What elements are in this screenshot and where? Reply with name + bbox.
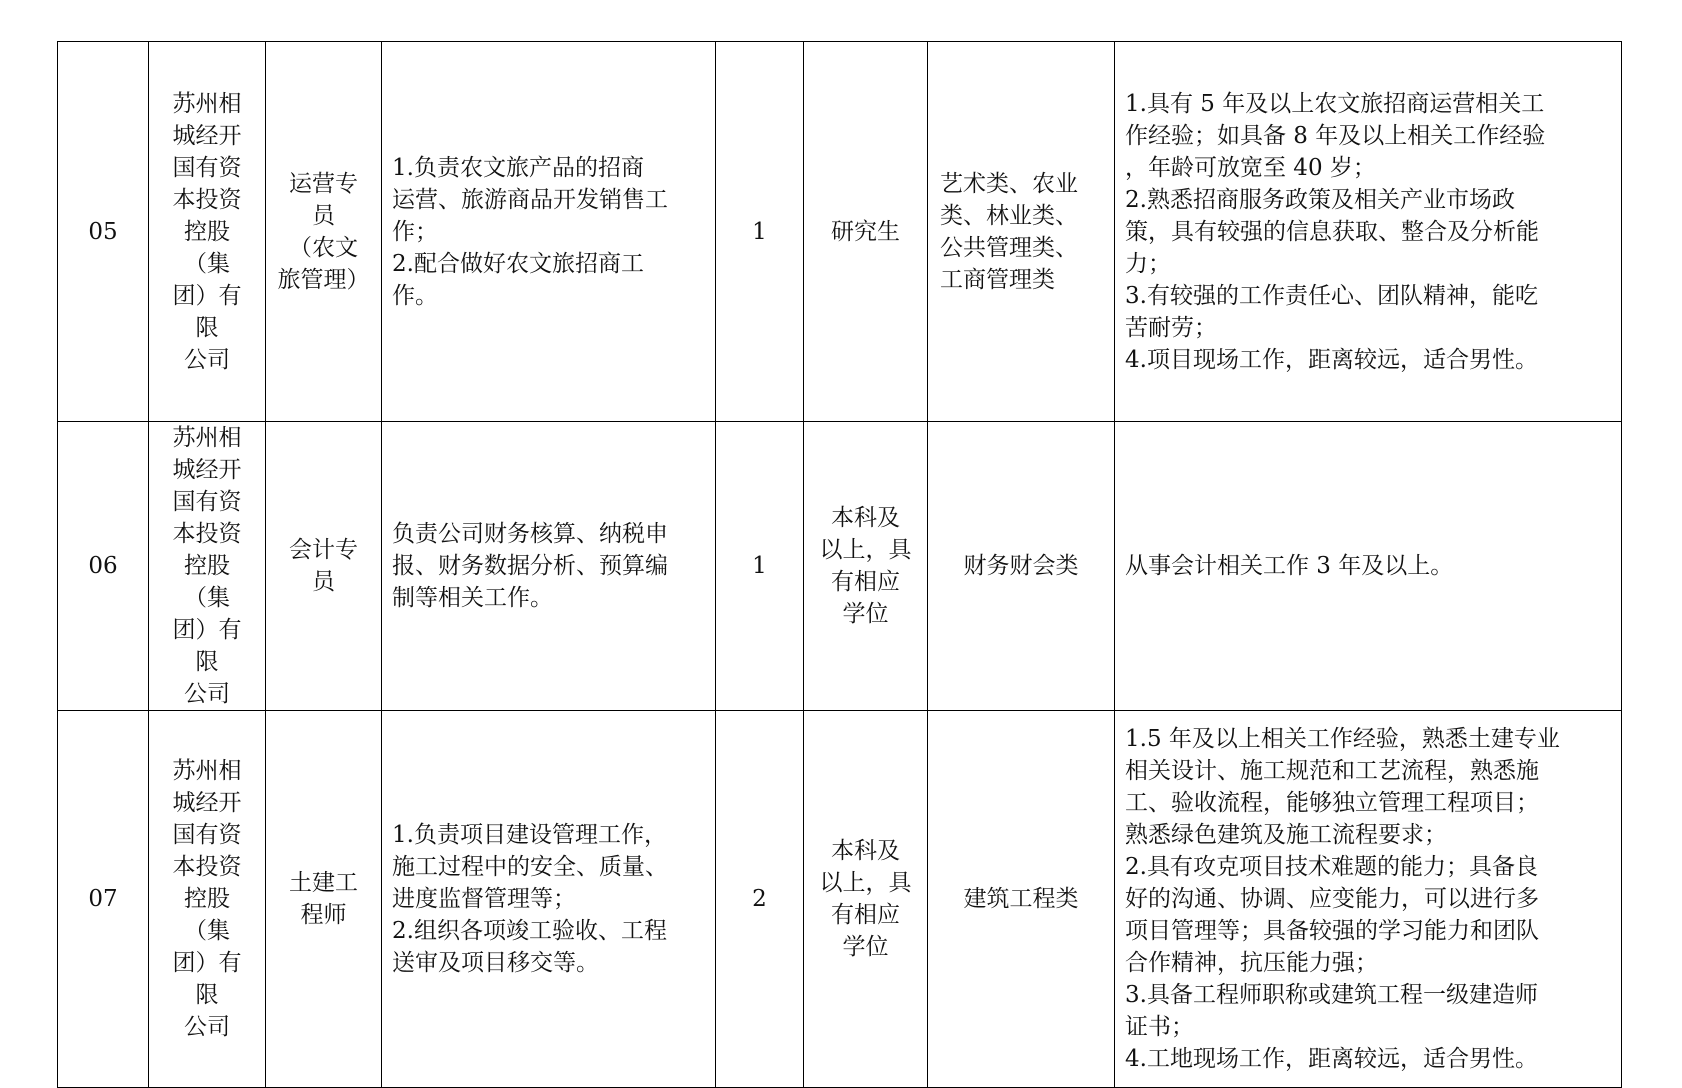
company-line: 公司 bbox=[184, 1014, 230, 1040]
position-line: 运营专 bbox=[289, 170, 358, 197]
requirement-line: 1.具有 5 年及以上农文旅招商运营相关工 bbox=[1125, 90, 1545, 117]
table-row bbox=[58, 422, 1622, 711]
requirement-line: ，年龄可放宽至 40 岁； bbox=[1125, 154, 1376, 181]
major-cell bbox=[928, 422, 1115, 711]
company-line: 苏州相 bbox=[172, 758, 242, 784]
major-line: 公共管理类、 bbox=[940, 234, 1078, 261]
requirement-line: 力； bbox=[1125, 250, 1171, 277]
requirement-line: 策，具有较强的信息获取、整合及分析能 bbox=[1125, 218, 1539, 245]
major-line: 财务财会类 bbox=[963, 553, 1079, 579]
requirement-cell bbox=[1115, 42, 1622, 422]
major-line: 工商管理类 bbox=[940, 266, 1055, 293]
requirement-line: 证书； bbox=[1125, 1014, 1194, 1040]
row-number-cell: 06 bbox=[58, 422, 149, 711]
requirement-line: 2.熟悉招商服务政策及相关产业市场政 bbox=[1125, 186, 1515, 213]
company-line: 控股（集 bbox=[184, 886, 230, 944]
company-line: 本投资 bbox=[172, 521, 242, 547]
requirement-line: 苦耐劳； bbox=[1125, 314, 1217, 341]
duty-line: 负责公司财务核算、纳税申 bbox=[392, 521, 668, 547]
position-line: 程师 bbox=[300, 902, 347, 928]
duty-line: 送审及项目移交等。 bbox=[392, 950, 599, 976]
headcount-cell: 2 bbox=[716, 711, 804, 1088]
duty-line: 报、财务数据分析、预算编 bbox=[392, 553, 668, 579]
company-line: 城经开 bbox=[172, 790, 242, 816]
duty-line: 进度监督管理等； bbox=[392, 886, 576, 912]
requirement-line: 好的沟通、协调、应变能力，可以进行多 bbox=[1125, 886, 1539, 912]
company-line: 国有资 bbox=[172, 822, 242, 848]
company-cell bbox=[149, 711, 266, 1088]
education-line: 本科及 bbox=[831, 838, 900, 864]
requirement-line: 合作精神，抗压能力强； bbox=[1125, 950, 1378, 976]
duty-line: 运营、旅游商品开发销售工 bbox=[392, 186, 668, 213]
major-line: 类、林业类、 bbox=[940, 202, 1078, 229]
requirement-line: 熟悉绿色建筑及施工流程要求； bbox=[1125, 822, 1447, 848]
duty-line: 制等相关工作。 bbox=[392, 585, 553, 611]
company-line: 本投资 bbox=[172, 854, 242, 880]
duty-cell bbox=[382, 711, 716, 1088]
duty-line: 作； bbox=[392, 218, 438, 245]
headcount-cell: 1 bbox=[716, 422, 804, 711]
education-cell bbox=[804, 42, 928, 422]
requirement-line: 3.具备工程师职称或建筑工程一级建造师 bbox=[1125, 982, 1538, 1008]
requirement-line: 2.具有攻克项目技术难题的能力；具备良 bbox=[1125, 854, 1538, 880]
company-cell bbox=[149, 42, 266, 422]
education-line: 学位 bbox=[842, 934, 889, 960]
position-cell bbox=[266, 42, 382, 422]
requirement-line: 相关设计、施工规范和工艺流程，熟悉施 bbox=[1125, 758, 1539, 784]
education-line: 有相应 bbox=[831, 569, 900, 595]
company-line: 团）有限 bbox=[172, 950, 242, 1008]
duty-cell bbox=[382, 422, 716, 711]
major-cell bbox=[928, 42, 1115, 422]
company-line: 国有资 bbox=[172, 154, 242, 181]
recruitment-table-page bbox=[57, 41, 1621, 1088]
row-number-cell: 07 bbox=[58, 711, 149, 1088]
education-line: 本科及 bbox=[831, 505, 900, 531]
duty-line: 作。 bbox=[392, 282, 438, 309]
table-row bbox=[58, 42, 1622, 422]
position-line: 会计专 bbox=[289, 537, 358, 563]
recruitment-table bbox=[57, 41, 1622, 1088]
company-line: 公司 bbox=[184, 681, 230, 707]
table-body bbox=[58, 42, 1622, 1088]
education-cell bbox=[804, 711, 928, 1088]
major-line: 建筑工程类 bbox=[963, 886, 1079, 912]
requirement-line: 项目管理等；具备较强的学习能力和团队 bbox=[1125, 918, 1539, 944]
company-line: 控股（集 bbox=[184, 553, 230, 611]
requirement-line: 从事会计相关工作 3 年及以上。 bbox=[1125, 553, 1454, 579]
row-number-cell: 05 bbox=[58, 42, 149, 422]
company-cell bbox=[149, 422, 266, 711]
company-line: 本投资 bbox=[172, 186, 242, 213]
major-cell bbox=[928, 711, 1115, 1088]
position-line: 旅管理） bbox=[277, 266, 370, 293]
requirement-line: 作经验；如具备 8 年及以上相关工作经验 bbox=[1125, 122, 1546, 149]
company-line: 团）有限 bbox=[172, 282, 242, 341]
requirement-line: 工、验收流程，能够独立管理工程项目； bbox=[1125, 790, 1539, 816]
duty-cell bbox=[382, 42, 716, 422]
education-line: 有相应 bbox=[831, 902, 900, 928]
company-line: 苏州相 bbox=[172, 425, 242, 451]
requirement-cell bbox=[1115, 422, 1622, 711]
duty-line: 1.负责项目建设管理工作， bbox=[392, 822, 667, 848]
requirement-line: 3.有较强的工作责任心、团队精神，能吃 bbox=[1125, 282, 1538, 309]
position-line: 员 bbox=[312, 569, 335, 595]
company-line: 城经开 bbox=[172, 122, 242, 149]
position-cell bbox=[266, 422, 382, 711]
education-line: 研究生 bbox=[831, 218, 900, 245]
position-line: 土建工 bbox=[289, 870, 358, 896]
position-cell bbox=[266, 711, 382, 1088]
duty-line: 施工过程中的安全、质量、 bbox=[392, 854, 668, 880]
education-line: 以上，具 bbox=[819, 537, 912, 563]
company-line: 公司 bbox=[184, 346, 230, 373]
major-line: 艺术类、农业 bbox=[940, 170, 1078, 197]
headcount-cell: 1 bbox=[716, 42, 804, 422]
company-line: 团）有限 bbox=[172, 617, 242, 675]
requirement-line: 4.项目现场工作，距离较远，适合男性。 bbox=[1125, 346, 1538, 373]
requirement-line: 4.工地现场工作，距离较远，适合男性。 bbox=[1125, 1046, 1538, 1072]
company-line: 城经开 bbox=[172, 457, 242, 483]
company-line: 控股（集 bbox=[184, 218, 230, 277]
position-line: （农文 bbox=[289, 234, 358, 261]
duty-line: 1.负责农文旅产品的招商 bbox=[392, 154, 644, 181]
position-line: 员 bbox=[312, 202, 335, 229]
duty-line: 2.配合做好农文旅招商工 bbox=[392, 250, 644, 277]
company-line: 国有资 bbox=[172, 489, 242, 515]
education-line: 学位 bbox=[842, 601, 889, 627]
education-cell bbox=[804, 422, 928, 711]
education-line: 以上，具 bbox=[819, 870, 912, 896]
requirement-line: 1.5 年及以上相关工作经验，熟悉土建专业 bbox=[1125, 726, 1560, 752]
duty-line: 2.组织各项竣工验收、工程 bbox=[392, 918, 667, 944]
company-line: 苏州相 bbox=[172, 90, 242, 117]
requirement-cell bbox=[1115, 711, 1622, 1088]
table-row bbox=[58, 711, 1622, 1088]
